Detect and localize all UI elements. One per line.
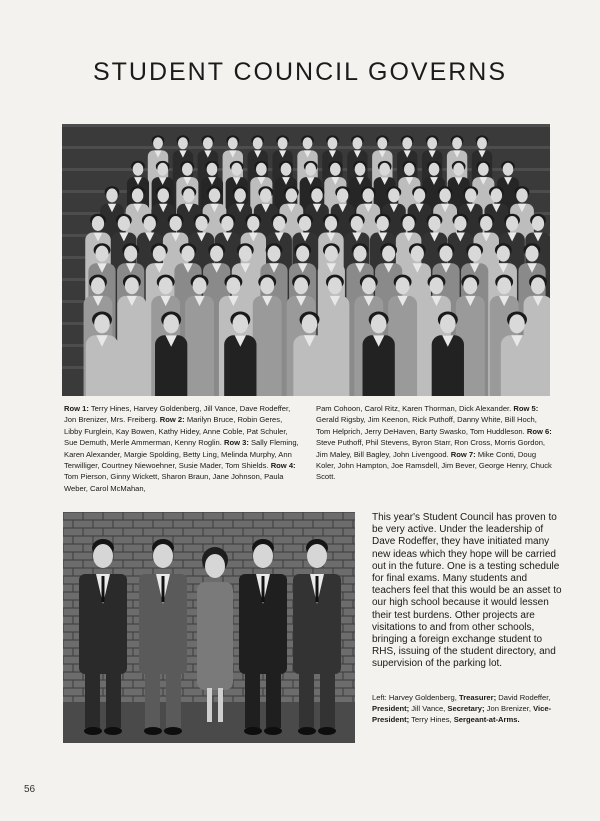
row-names: Pam Cohoon, Carol Ritz, Karen Thorman, Dick Alexander.: [316, 404, 514, 413]
row-names: Sally Fleming, Karen Alexander, Margie Spolding, Betty Ling, Melinda Murphy, Ann Terwilliger, Courtney Niewoehner, Susie Mader, Tom Shields.: [64, 438, 299, 471]
group-caption-right: [316, 403, 552, 483]
officers-photo: [63, 512, 355, 743]
row-label: Row 6:: [526, 426, 552, 436]
row-names: Gerald Rigsby, Jim Keenon, Rick Puthoff, Danny White, Bill Hoch, Tom Helprich, Jerry DeHaven, Barty Swasko, Tom Huddleson.: [316, 415, 537, 436]
group-photo: [62, 124, 550, 396]
row-names: Marilyn Bruce, Robin Geres, Libby Furglein, Kay Bowen, Kathy Hidey, Anne Coble, Pat Schuler, Sue Demuth, Merle Ammerman, Kenny Roglin.: [64, 415, 288, 448]
officer-title: Vice-President;: [372, 704, 552, 725]
officer-name: Jill Vance,: [409, 704, 448, 714]
row-label: Row 7:: [450, 449, 476, 459]
officers-caption: [372, 692, 568, 726]
row-label: Row 5:: [513, 404, 539, 413]
row-names: Mike Conti, Doug Koler, John Hampton, Joe Ramsdell, Jim Bever, George Henry, Chuck Scott.: [316, 449, 552, 482]
row-label: Row 4:: [270, 461, 296, 471]
officer-title: Secretary;: [447, 704, 485, 714]
officer-name: Terry Hines,: [409, 715, 454, 725]
group-figures: [84, 135, 550, 396]
row-label: Row 1:: [64, 404, 89, 413]
officer-title: President;: [372, 704, 410, 714]
row-names: Terry Hines, Harvey Goldenberg, Jill Vance, Dave Rodeffer, Jon Brenizer, Mrs. Freiberg.: [64, 404, 291, 425]
group-caption-left: [64, 403, 300, 494]
officer-title: Sergeant-at-Arms.: [453, 715, 520, 725]
row-label: Row 3:: [223, 438, 249, 448]
page-title: STUDENT COUNCIL GOVERNS: [92, 58, 508, 86]
officer-name: Jon Brenizer,: [484, 704, 534, 714]
officer-name: David Rodeffer,: [496, 693, 551, 702]
story-text: This year's Student Council has proven to be very active. Under the leadership of Dave Rodeffer, they have initiated many new ideas which they hope will be carried out in the future. One is a testing schedule for final exams. Many students and teachers feel that this would be an asset to our high school because it would lessen their test burdens. Other projects are visitations to and from other schools, bringing a foreign exchange student to RHS, issuing of the student directory, and supervision of the parking lot.: [372, 512, 562, 670]
officer-title: Treasurer;: [458, 693, 497, 702]
officer-name: Left: Harvey Goldenberg,: [372, 693, 459, 702]
page-number: 56: [24, 784, 36, 795]
row-names: Tom Pierson, Ginny Wickett, Sharon Braun, Jane Johnson, Paula Weber, Carol McMahan,: [64, 472, 284, 493]
row-names: Steve Puthoff, Phil Stevens, Byron Starr, Ron Cross, Morris Gordon, Jim Maley, Bill Bagley, John Livengood.: [316, 438, 546, 459]
row-label: Row 2:: [159, 415, 185, 425]
